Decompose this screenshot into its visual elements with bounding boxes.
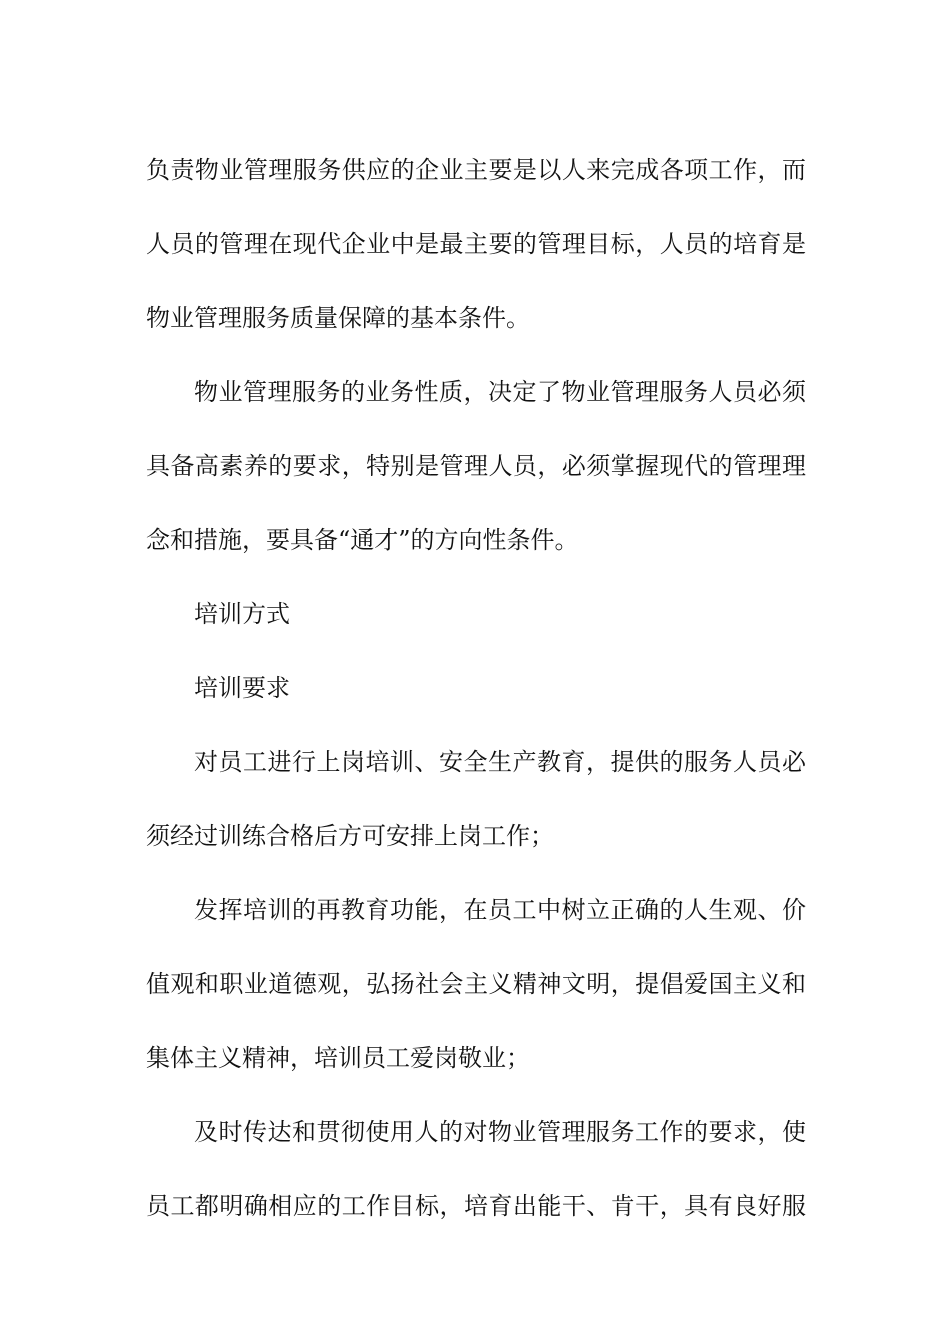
document-body xyxy=(146,133,806,1243)
paragraph-line: 员工都明确相应的工作目标，培育出能干、肯干，具有良好服 xyxy=(146,1192,806,1220)
paragraph-line: 具备高素养的要求，特别是管理人员，必须掌握现代的管理理 xyxy=(146,452,806,480)
section-heading: 培训要求 xyxy=(194,674,290,702)
paragraph-line: 值观和职业道德观，弘扬社会主义精神文明，提倡爱国主义和 xyxy=(146,970,806,998)
paragraph-line: 对员工进行上岗培训、安全生产教育，提供的服务人员必 xyxy=(194,748,806,776)
paragraph-line: 负责物业管理服务供应的企业主要是以人来完成各项工作，而 xyxy=(146,156,806,184)
paragraph-line: 发挥培训的再教育功能，在员工中树立正确的人生观、价 xyxy=(194,896,806,924)
paragraph-line: 人员的管理在现代企业中是最主要的管理目标，人员的培育是 xyxy=(146,230,806,258)
paragraph-line: 须经过训练合格后方可安排上岗工作； xyxy=(146,822,554,850)
paragraph-line: 物业管理服务质量保障的基本条件。 xyxy=(146,304,530,332)
paragraph-line: 集体主义精神，培训员工爱岗敬业； xyxy=(146,1044,530,1072)
paragraph-line: 物业管理服务的业务性质，决定了物业管理服务人员必须 xyxy=(194,378,806,406)
section-heading: 培训方式 xyxy=(194,600,290,628)
paragraph-line: 及时传达和贯彻使用人的对物业管理服务工作的要求，使 xyxy=(194,1118,806,1146)
paragraph-line: 念和措施，要具备“通才”的方向性条件。 xyxy=(146,526,579,554)
